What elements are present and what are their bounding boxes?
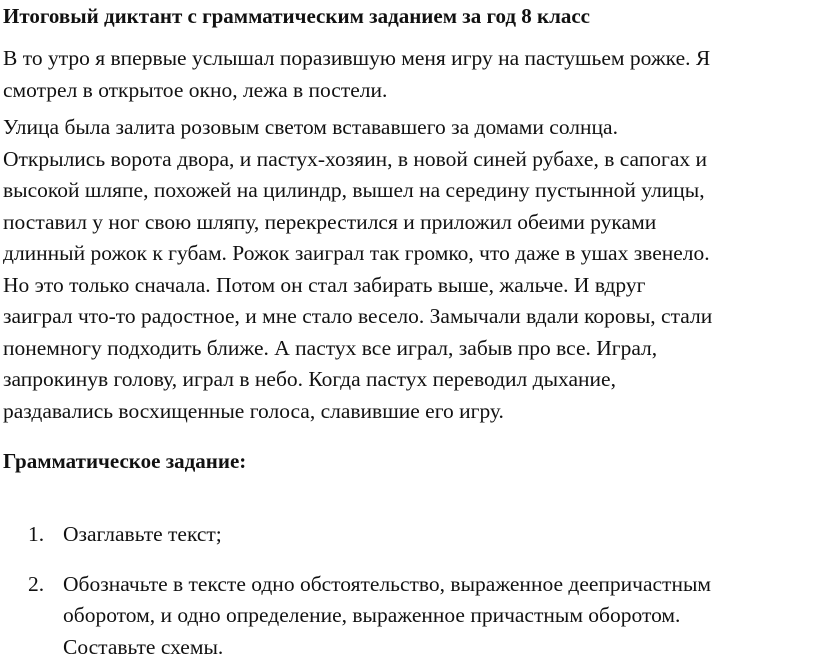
text-line: Но это только сначала. Потом он стал забирать выше, жальче. И вдруг [3, 270, 808, 302]
text-line: Улица была залита розовым светом встававшего за домами солнца. [3, 112, 808, 144]
text-line: В то утро я впервые услышал поразившую меня игру на пастушьем рожке. Я [3, 43, 808, 75]
text-line: запрокинув голову, играл в небо. Когда пастух переводил дыхание, [3, 364, 808, 396]
task-line: Обозначьте в тексте одно обстоятельство, выраженное деепричастным [63, 569, 808, 601]
task-number: 2. [28, 569, 44, 601]
task-list [3, 519, 808, 663]
task-heading: Грамматическое задание: [3, 447, 808, 475]
task-number: 1. [28, 519, 44, 551]
task-item-2 [3, 569, 808, 663]
text-line: заиграл что-то радостное, и мне стало весело. Замычали вдали коровы, стали [3, 301, 808, 333]
document-title: Итоговый диктант с грамматическим заданием за год 8 класс [3, 2, 808, 30]
text-line: смотрел в открытое окно, лежа в постели. [3, 75, 808, 107]
paragraph-2 [3, 112, 808, 427]
text-line: высокой шляпе, похожей на цилиндр, вышел на середину пустынной улицы, [3, 175, 808, 207]
text-line: поставил у ног свою шляпу, перекрестился и приложил обеими руками [3, 207, 808, 239]
task-item-1 [3, 519, 808, 551]
text-line: Открылись ворота двора, и пастух-хозяин, в новой синей рубахе, в сапогах и [3, 144, 808, 176]
task-line: оборотом, и одно определение, выраженное причастным оборотом. [63, 600, 808, 632]
text-line: понемногу подходить ближе. А пастух все играл, забыв про все. Играл, [3, 333, 808, 365]
task-line: Озаглавьте текст; [63, 519, 808, 551]
task-line: Составьте схемы. [63, 632, 808, 663]
paragraph-1 [3, 43, 808, 106]
text-line: длинный рожок к губам. Рожок заиграл так громко, что даже в ушах звенело. [3, 238, 808, 270]
text-line: раздавались восхищенные голоса, славившие его игру. [3, 396, 808, 428]
